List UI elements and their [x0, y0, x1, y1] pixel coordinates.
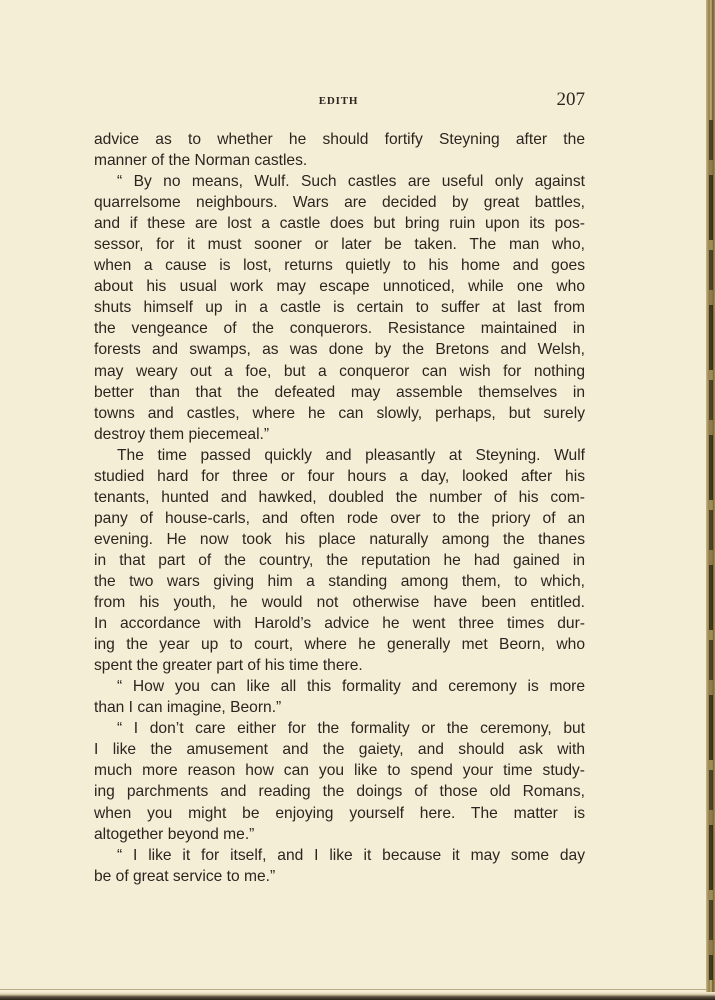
text-line: sessor, for it must sooner or later be taken. The man who,	[94, 236, 585, 254]
text-line: shuts himself up in a castle is certain to suffer at last from	[94, 299, 585, 317]
page-number: 207	[556, 89, 585, 110]
text-line: evening. He now took his place naturally among the thanes	[94, 530, 585, 548]
page-header	[92, 89, 585, 112]
text-line: be of great service to me.”	[94, 867, 276, 885]
text-line: quarrelsome neighbours. Wars are decided by great battles,	[94, 194, 585, 212]
text-line: “ How you can like all this formality and ceremony is more	[117, 678, 585, 696]
text-line: when you might be enjoying yourself here. The matter is	[94, 804, 585, 822]
text-line: the two wars giving him a standing among them, to which,	[94, 572, 585, 590]
text-line: studied hard for three or four hours a day, looked after his	[94, 467, 585, 485]
text-line: spent the greater part of his time there.	[94, 657, 363, 675]
text-line: forests and swamps, as was done by the Bretons and Welsh,	[94, 341, 585, 359]
text-line: may weary out a foe, but a conqueror can wish for nothing	[94, 362, 585, 380]
body-text	[94, 129, 585, 887]
text-line: “ By no means, Wulf. Such castles are useful only against	[117, 173, 585, 191]
text-line: manner of the Norman castles.	[94, 152, 308, 170]
text-line: when a cause is lost, returns quietly to his home and goes	[94, 257, 585, 275]
text-line: In accordance with Harold’s advice he went three times dur-	[94, 615, 585, 633]
text-line: ing parchments and reading the doings of those old Romans,	[94, 783, 585, 801]
text-line: towns and castles, where he can slowly, perhaps, but surely	[94, 404, 585, 422]
text-line: tenants, hunted and hawked, doubled the number of his com-	[94, 488, 585, 506]
text-line: and if these are lost a castle does but bring ruin upon its pos-	[94, 215, 585, 233]
text-line: much more reason how can you like to spend your time study-	[94, 762, 585, 780]
text-line: about his usual work may escape unnoticed, while one who	[94, 278, 585, 296]
text-line: I like the amusement and the gaiety, and should ask with	[94, 741, 585, 759]
text-line: from his youth, he would not otherwise have been entitled.	[94, 594, 585, 612]
text-line: ing the year up to court, where he generally met Beorn, who	[94, 636, 585, 654]
text-line: than I can imagine, Beorn.”	[94, 699, 282, 717]
page-edge-bottom	[0, 992, 715, 1000]
text-line: in that part of the country, the reputation he had gained in	[94, 551, 585, 569]
text-line: advice as to whether he should fortify Steyning after the	[94, 131, 585, 148]
text-line: pany of house-carls, and often rode over to the priory of an	[94, 509, 585, 527]
text-line: “ I don’t care either for the formality or the ceremony, but	[117, 720, 585, 738]
text-line: altogether beyond me.”	[94, 825, 255, 843]
text-line: “ I like it for itself, and I like it because it may some day	[117, 846, 585, 864]
text-line: better than that the defeated may assemble themselves in	[94, 383, 585, 401]
running-head: EDITH	[318, 95, 359, 107]
text-line: the vengeance of the conquerors. Resistance maintained in	[94, 320, 585, 338]
page-edge-shadow	[709, 120, 713, 980]
text-line: The time passed quickly and pleasantly at Steyning. Wulf	[117, 446, 585, 464]
page-bottom-rule	[0, 989, 706, 990]
text-line: destroy them piecemeal.”	[94, 425, 270, 443]
